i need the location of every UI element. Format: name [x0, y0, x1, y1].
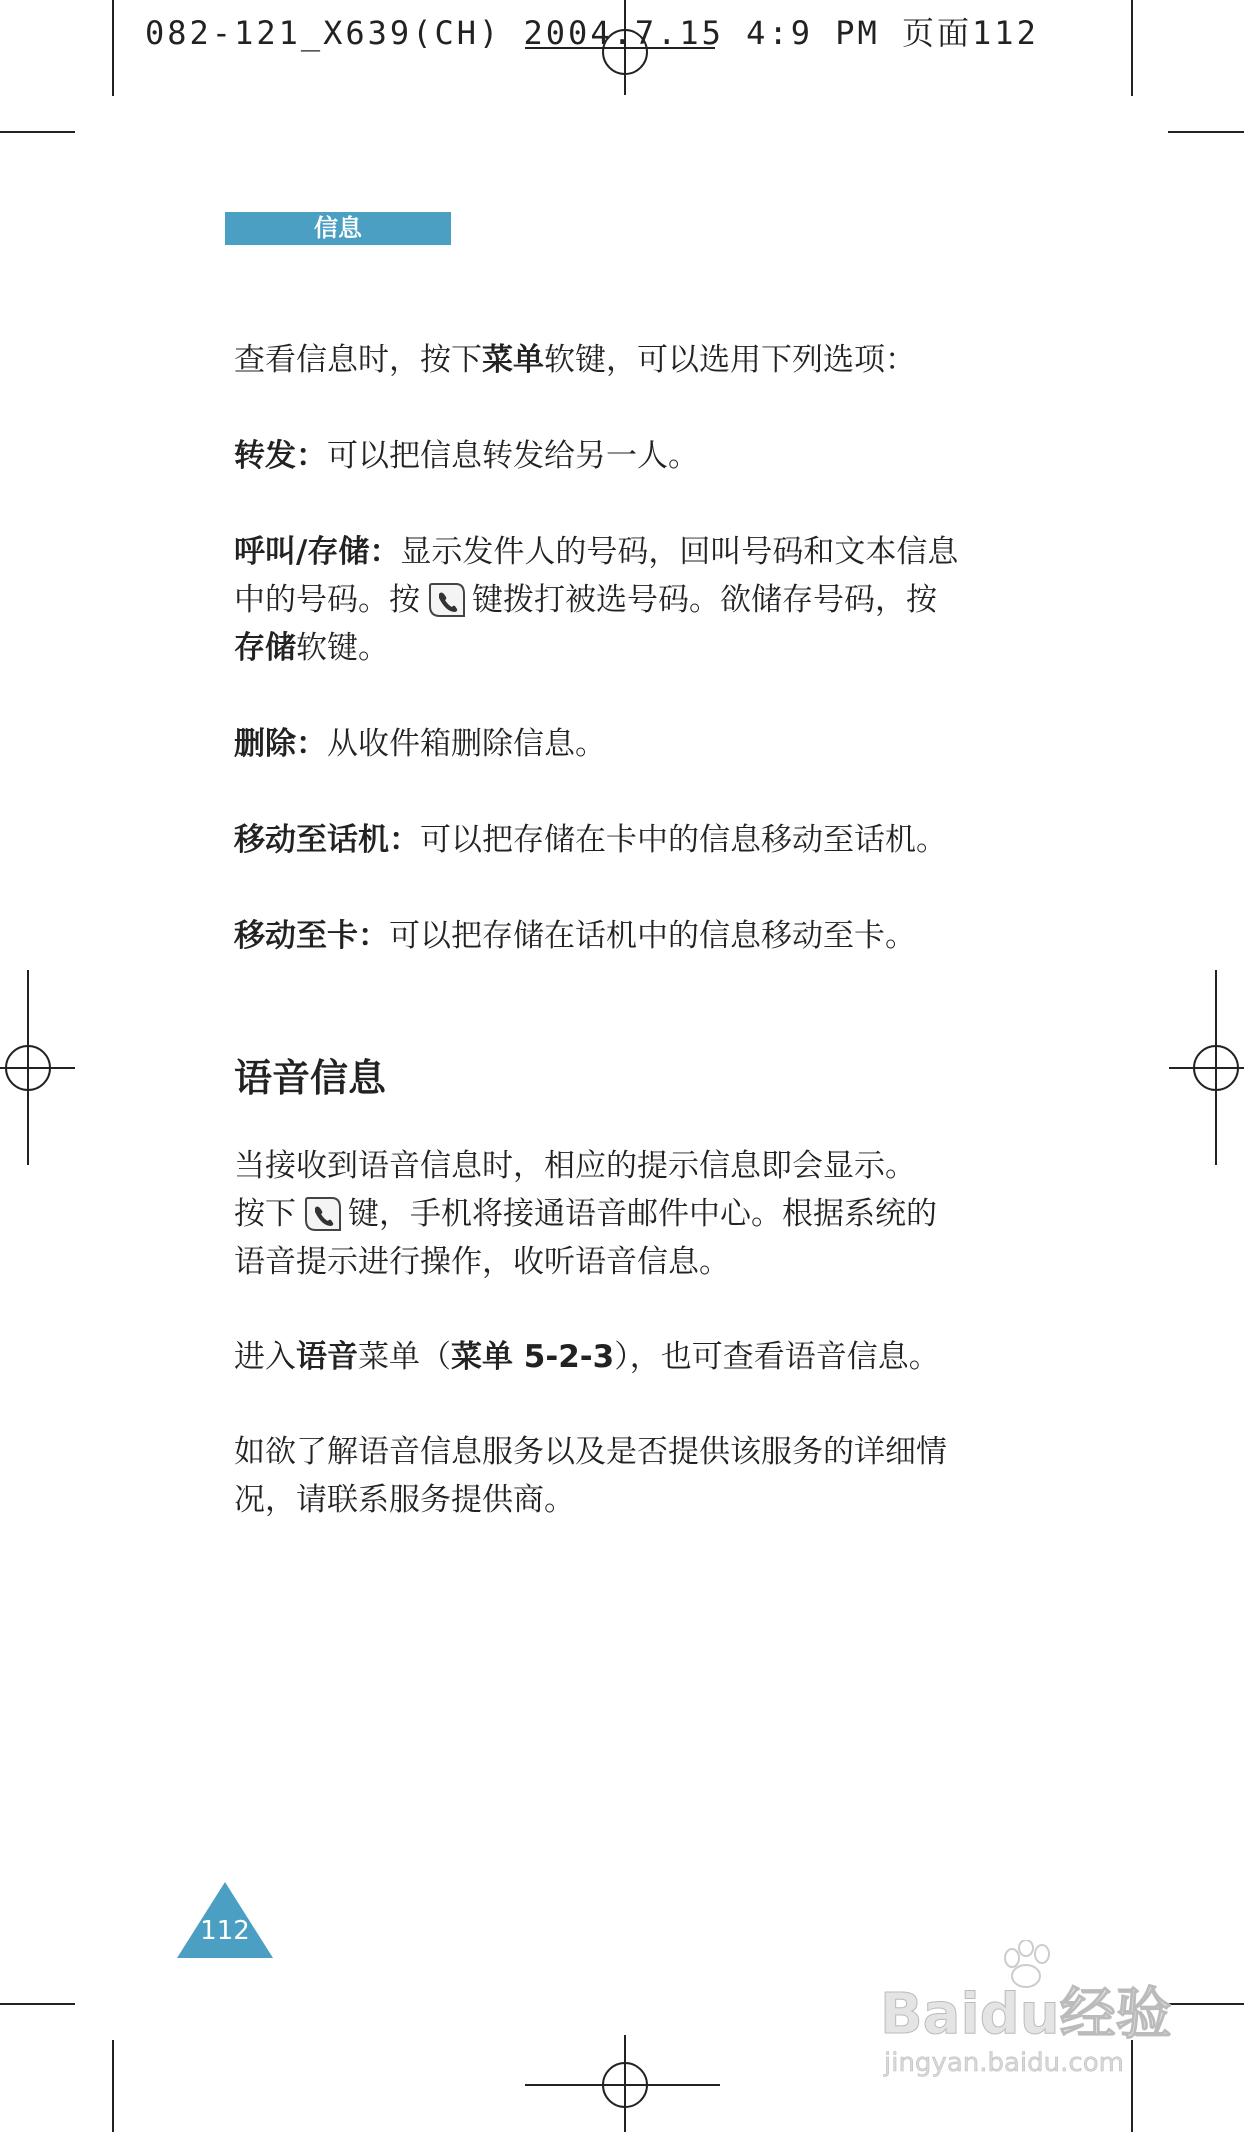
section-tab: 信息: [225, 212, 451, 245]
voice-text: 菜单（: [358, 1339, 451, 1375]
option-forward: [234, 432, 1014, 480]
page-number: 112: [200, 1916, 250, 1946]
option-term: 删除：: [234, 726, 327, 762]
voice-paragraph-1: [234, 1142, 1014, 1286]
registration-mark-right: [1164, 970, 1244, 1170]
voice-text: 如欲了解语音信息服务以及是否提供该服务的详细情: [234, 1434, 947, 1470]
option-term: 转发：: [234, 438, 327, 474]
option-delete: [234, 720, 1014, 768]
option-move-to-card: [234, 912, 1014, 960]
voice-paragraph-3: [234, 1428, 1014, 1524]
option-desc: 可以把信息转发给另一人。: [327, 438, 699, 474]
voice-text: 语音提示进行操作，收听语音信息。: [234, 1244, 730, 1280]
crop-mark-line: [1131, 2040, 1133, 2132]
menu-path-bold: 菜单 5-2-3: [451, 1339, 615, 1375]
option-desc: 可以把存储在话机中的信息移动至卡。: [389, 918, 916, 954]
page-number-badge: [175, 1880, 275, 1960]
crop-mark-line: [112, 2040, 114, 2132]
crop-mark-line: [1168, 2003, 1244, 2005]
voice-paragraph-2: [234, 1333, 1014, 1381]
option-term: 移动至卡：: [234, 918, 389, 954]
crop-mark-line: [112, 0, 114, 96]
intro-text: 查看信息时，按下: [234, 342, 482, 378]
option-term: 移动至话机：: [234, 822, 420, 858]
option-desc: 中的号码。按: [234, 582, 420, 618]
intro-bold-menu: 菜单: [482, 342, 544, 378]
intro-paragraph: [234, 336, 1014, 384]
option-desc: 键拨打被选号码。欲储存号码，按: [472, 582, 937, 618]
option-desc: 可以把存储在卡中的信息移动至话机。: [420, 822, 947, 858]
voice-mail-heading: 语音信息: [234, 1056, 387, 1100]
call-key-icon: [302, 1194, 342, 1234]
watermark-url: jingyan.baidu.com: [884, 2048, 1124, 2078]
crop-mark-line: [1131, 0, 1133, 96]
print-header: 082-121_X639(CH) 2004.7.15 4:9 PM 页面112: [145, 14, 1039, 52]
voice-bold: 语音: [296, 1339, 358, 1375]
registration-mark-bottom: [525, 2035, 725, 2132]
voice-text: 况，请联系服务提供商。: [234, 1482, 575, 1518]
voice-text: ），也可查看语音信息。: [614, 1339, 940, 1375]
call-key-icon: [426, 580, 466, 620]
option-desc: 显示发件人的号码，回叫号码和文本信息: [400, 534, 959, 570]
crop-mark-line: [1168, 131, 1244, 133]
registration-mark-left: [0, 970, 80, 1170]
option-desc: 软键。: [296, 630, 389, 666]
option-call-store: [234, 528, 1014, 672]
voice-text: 键，手机将接通语音邮件中心。根据系统的: [348, 1196, 937, 1232]
option-desc: 从收件箱删除信息。: [327, 726, 606, 762]
voice-text: 进入: [234, 1339, 296, 1375]
watermark-brand: Baidu经验: [880, 1982, 1172, 2047]
voice-text: 当接收到语音信息时，相应的提示信息即会显示。: [234, 1148, 916, 1184]
option-term: 呼叫/存储：: [234, 534, 401, 570]
crop-mark-line: [0, 2003, 75, 2005]
voice-text: 按下: [234, 1196, 296, 1232]
store-bold: 存储: [234, 630, 296, 666]
intro-text-end: 软键，可以选用下列选项：: [544, 342, 916, 378]
option-move-to-phone: [234, 816, 1014, 864]
crop-mark-line: [0, 131, 75, 133]
